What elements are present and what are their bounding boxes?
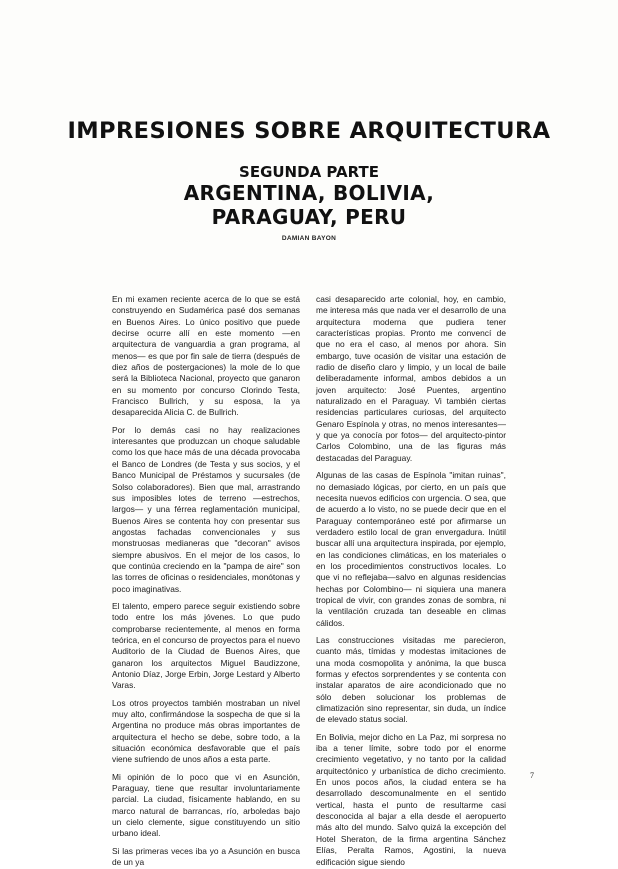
headline-line-2: PARAGUAY, PERU [211,205,407,229]
paragraph: casi desaparecido arte colonial, hoy, en cambio, me interesa más que nada ver el desarrollo de una arquitectura moderna que pudiera tener características propias. Pronto me convencí de que no era el caso, al menos por ahora. Sin embargo, tuve ocasión de visitar una estación de radio de diseño claro y limpio, y un local de baile deliberadamente informal, ambos debidos a un joven arquitecto: José Puentes, argentino naturalizado en el Paraguay. Vi también ciertas residencias particulares curiosas, del arquitecto Genaro Espínola y otras, no menos interesantes—y que ya conocía por fotos— del arquitecto-pintor Carlos Colombino, una de las figuras más destacadas del Paraguay. [316,294,506,463]
article-subtitle: SEGUNDA PARTE [239,163,379,181]
paragraph: Por lo demás casi no hay realizaciones interesantes que produzcan un choque saludable como los que hace más de una década provocaba el Banco de Londres (de Testa y sus socios, y el Banco Municipal de Préstamos y sucursales (de Solso colaboradores). Bien que mal, arrastrando sus imposibles lotes de terreno —estrechos, largos— y una férrea reglamentación municipal, Buenos Aires se contenta hoy con presentar sus angostas fachadas convencionales y sus monstruosas medianeras que "decoran" avisos siempre abusivos. En el mejor de los casos, lo que continúa creciendo en la "pampa de aire" son las torres de oficinas o residenciales, monótonas y poco imaginativas. [112,424,300,594]
paragraph: Las construcciones visitadas me parecieron, cuanto más, tímidas y modestas imitaciones de una moda cosmopolita y anónima, la que busca formas y efectos sorprendentes y se contenta con instalar aparatos de aire acondicionado que no sólo deben solucionar los problemas de climatización sino representar, sin duda, un índice de elevado status social. [316,634,506,725]
paragraph: En mi examen reciente acerca de lo que se está construyendo en Sudamérica pasé dos semanas en Buenos Aires. Lo único positivo que puede decirse ocurre allí en este momento —en arquitectura de vanguardia a gran programa, al menos— es que por fin sale de tierra (después de diez años de postergaciones) la mole de lo que será la Biblioteca Nacional, proyecto que ganaron en su momento por concurso Clorindo Testa, Francisco Bullrich, y su esposa, la ya desaparecida Alicia C. de Bullrich. [112,294,300,418]
page-number: 7 [530,771,534,780]
paragraph: Si las primeras veces iba yo a Asunción en busca de un ya [112,845,300,868]
headline-line-1: ARGENTINA, BOLIVIA, [183,181,435,205]
right-text-column [316,294,506,867]
paragraph: En Bolivia, mejor dicho en La Paz, mi sorpresa no iba a tener límite, sobre todo por el enorme crecimiento vegetativo, y no tanto por la calidad arquitectónico y urbanística de dicho crecimiento. En unos pocos años, la ciudad entera se ha desarrollado descomunalmente en el sentido vertical, hasta el punto de resultarme casi desconocida al bajar a ella desde el aeropuerto más alto del mundo. Salvo quizá la excepción del Hotel Sheraton, de la firma argentina Sánchez Elías, Peralta Ramos, Agostini, la nueva edificación sigue siendo [316,731,506,867]
paragraph: Los otros proyectos también mostraban un nivel muy alto, confirmándose la sospecha de que si la Argentina no produce más obras importantes de arquitectura el hecho se debe, sobre todo, a la situación económica desfavorable que el país viene sufriendo de unos años a esta parte. [112,697,300,765]
paragraph: Algunas de las casas de Espínola "imitan ruinas", no demasiado lógicas, por cierto, en un país que necesita nuevos edificios con urgencia. O sea, que de acuerdo a lo visto, no se puede decir que en el Paraguay contemporáneo esté por afirmarse un verdadero estilo local de gran envergadura. Inútil buscar allí una arquitectura inspirada, por ejemplo, en las condiciones climáticas, en los materiales o en los procedimientos constructivos locales. Lo que vi no reflejaba—salvo en algunas residencias hechas por Colombino— ni siquiera una manera tropical de vivir, con grandes zonas de sombra, ni la ventilación cruzada tan deseable en climas cálidos. [316,470,506,628]
left-text-column [112,294,300,868]
article-title: IMPRESIONES SOBRE ARQUITECTURA [67,118,551,144]
paragraph: Mi opinión de lo poco que vi en Asunción, Paraguay, tiene que resultar involuntariamente parcial. La ciudad, físicamente hablando, en su marco natural de barrancas, río, arboledas bajo un cielo clemente, sigue constituyendo un sitio urbano ideal. [112,771,300,839]
paragraph: El talento, empero parece seguir existiendo sobre todo entre los más jóvenes. Lo que pudo comprobarse recientemente, al menos en forma teórica, en el concurso de proyectos para el nuevo Auditorio de la Ciudad de Buenos Aires, que ganaron los arquitectos Miguel Baudizzone, Antonio Díaz, Jorge Erbin, Jorge Lestard y Alberto Varas. [112,600,300,691]
author-byline: DAMIAN BAYON [281,235,337,242]
